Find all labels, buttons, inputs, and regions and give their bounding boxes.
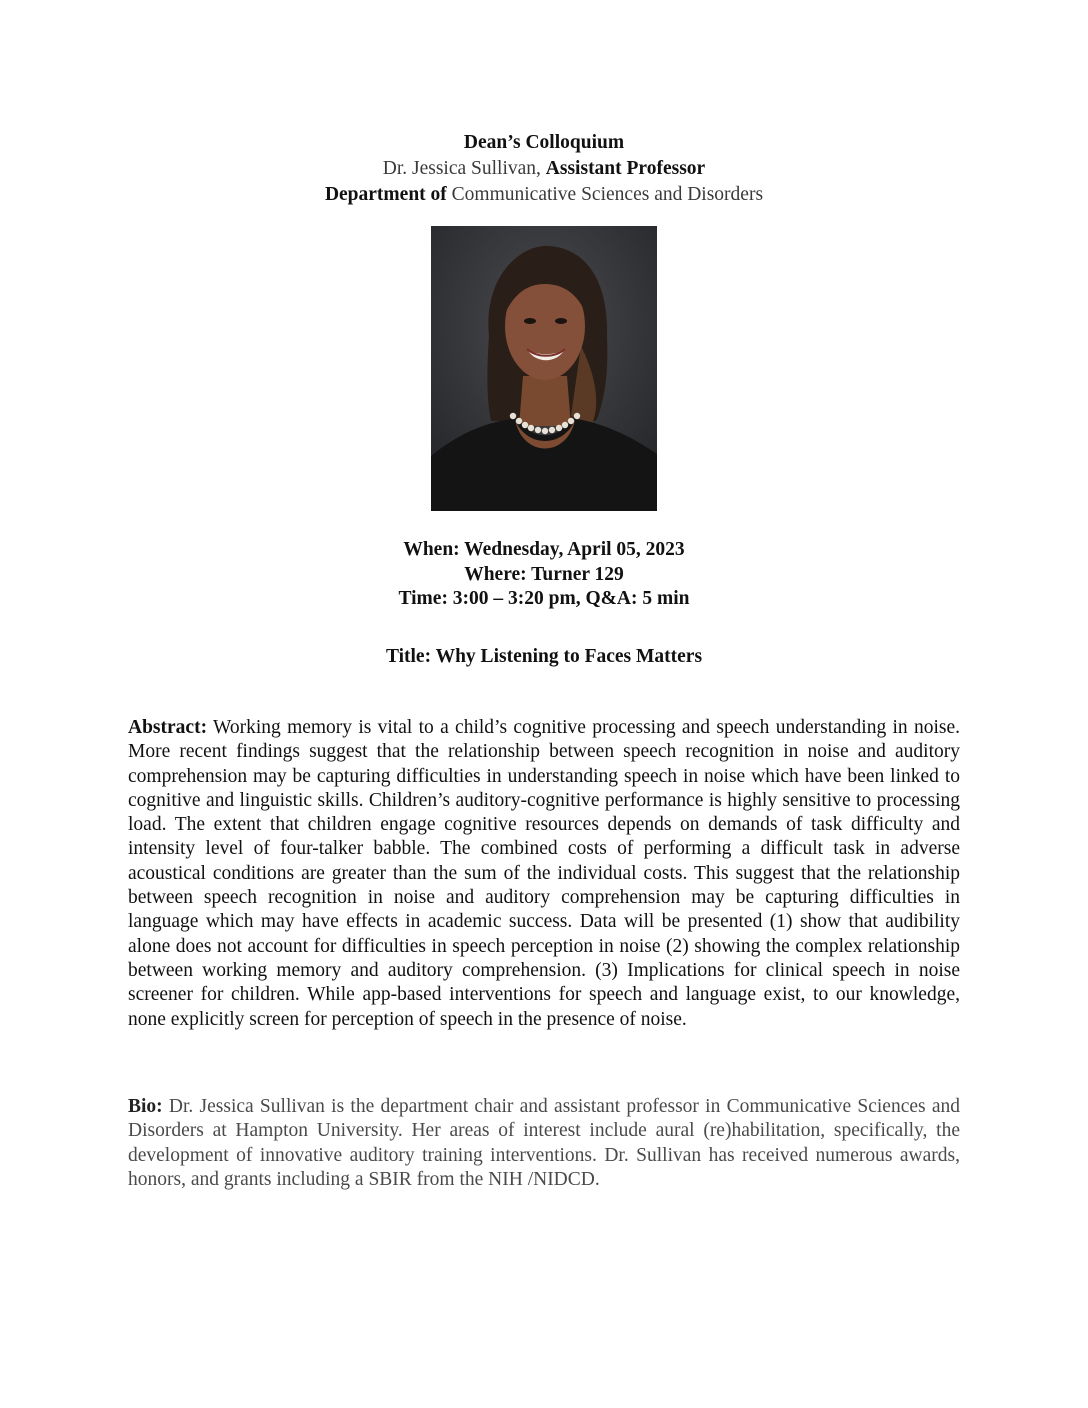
event-details [0, 538, 1088, 612]
abstract-paragraph [128, 716, 960, 1032]
event-when: When: Wednesday, April 05, 2023 [403, 539, 685, 560]
department-prefix: Department of [324, 184, 447, 205]
talk-title: Title: Why Listening to Faces Matters [385, 646, 703, 667]
event-time: Time: 3:00 – 3:20 pm, Q&A: 5 min [398, 588, 690, 609]
speaker-portrait-icon [431, 226, 657, 511]
speaker-line [0, 156, 1088, 182]
speaker-name: Dr. Jessica Sullivan, [382, 158, 541, 179]
bio-text: Dr. Jessica Sullivan is the department chair and assistant professor in Communicative Sciences and Disorders at Hampton University. Her areas of interest include aural (re)habilitation, specifically, the development of innovative auditory training interventions. Dr. Sullivan has received numerous awards, honors, and grants including a SBIR from the NIH /NIDCD. [128, 1096, 960, 1190]
event-name: Dean’s Colloquium [463, 132, 625, 153]
department-line [0, 182, 1088, 208]
colloquium-header [0, 130, 1088, 208]
speaker-title: Assistant Professor [545, 158, 706, 179]
event-where: Where: Turner 129 [464, 563, 624, 585]
abstract-text: Working memory is vital to a child’s cognitive processing and speech understanding in noise. More recent findings suggest that the relationship between speech recognition in noise and auditory comprehension may be capturing difficulties in understanding speech in noise which have been linked to cognitive and linguistic skills. Children’s auditory-cognitive performance is highly sensitive to processing load. The extent that children engage cognitive resources depends on demands of task difficulty and intensity level of four-talker babble. The combined costs of performing a difficult task in adverse acoustical conditions are greater than the sum of the individual costs. This suggest that the relationship between speech recognition in noise and auditory comprehension may be capturing difficulties in language which may have effects in academic success. Data will be presented (1) show that audibility alone does not account for difficulties in speech perception in noise (2) showing the complex relationship between working memory and auditory comprehension. (3) Implications for clinical speech in noise screener for children. While app-based interventions for speech and language exist, to our knowledge, none explicitly screen for perception of speech in the presence of noise. [128, 717, 960, 1030]
department-name: Communicative Sciences and Disorders [451, 184, 764, 205]
abstract-label: Abstract: [128, 717, 208, 738]
bio-label: Bio: [128, 1096, 163, 1117]
bio-paragraph [128, 1095, 960, 1192]
